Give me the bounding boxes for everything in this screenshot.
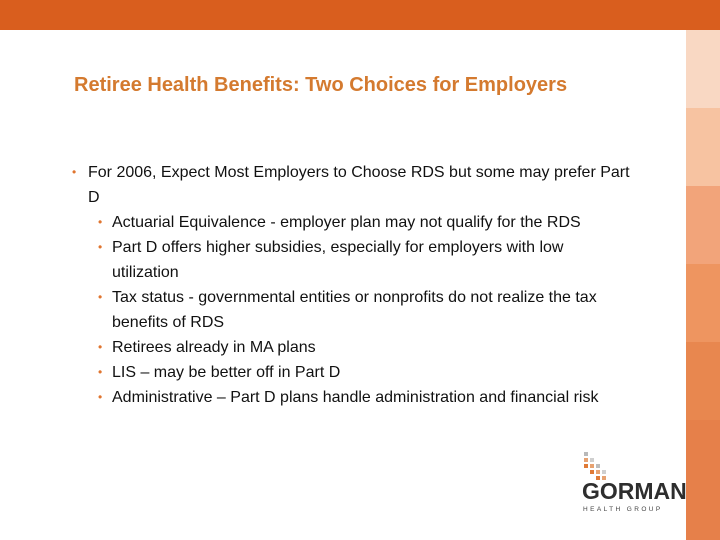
logo-tagline: HEALTH GROUP: [583, 506, 663, 513]
sub-bullet: [98, 285, 632, 335]
sub-bullet: [98, 210, 632, 235]
sub-bullet-text: LIS – may be better off in Part D: [112, 364, 341, 381]
stripe-1: [686, 30, 720, 108]
bullet-dot-icon: •: [72, 165, 77, 179]
sub-bullet-text: Part D offers higher subsidies, especially for employers with low utilization: [112, 239, 564, 281]
sub-bullet: [98, 360, 632, 385]
bullet-text: For 2006, Expect Most Employers to Choose RDS but some may prefer Part D: [88, 164, 630, 206]
bullet-list: [72, 160, 632, 410]
sub-bullet-text: Tax status - governmental entities or nonprofits do not realize the tax benefits of RDS: [112, 289, 597, 331]
sub-bullet-text: Retirees already in MA plans: [112, 339, 316, 356]
bullet-dot-icon: •: [98, 390, 103, 404]
sub-bullet-text: Actuarial Equivalence - employer plan may not qualify for the RDS: [112, 214, 581, 231]
sub-bullet-text: Administrative – Part D plans handle administration and financial risk: [112, 389, 599, 406]
logo-wordmark: GORMAN: [582, 478, 687, 504]
side-decoration: [686, 30, 720, 540]
bullet-dot-icon: •: [98, 290, 103, 304]
slide-title: Retiree Health Benefits: Two Choices for Employers: [74, 74, 568, 96]
stripe-5: [686, 342, 720, 420]
stripe-6: [686, 420, 720, 540]
sub-bullet: [98, 335, 632, 360]
stripe-3: [686, 186, 720, 264]
stripe-2: [686, 108, 720, 186]
bullet-level-1: [72, 160, 632, 210]
header-bar: [0, 0, 720, 30]
company-logo: [572, 450, 687, 520]
bullet-dot-icon: •: [98, 365, 103, 379]
bullet-dot-icon: •: [98, 340, 103, 354]
stripe-4: [686, 264, 720, 342]
sub-bullet: [98, 235, 632, 285]
bullet-dot-icon: •: [98, 240, 103, 254]
bullet-dot-icon: •: [98, 215, 103, 229]
sub-bullet: [98, 385, 632, 410]
